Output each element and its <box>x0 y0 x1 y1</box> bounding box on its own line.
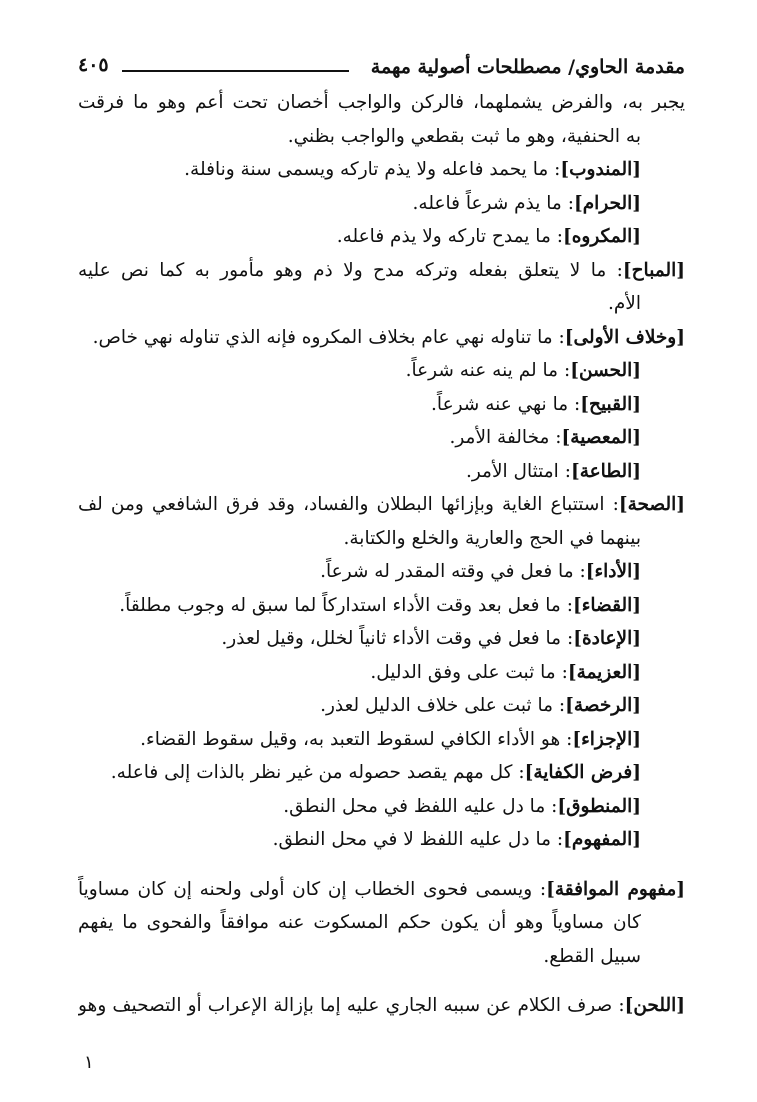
entry-definition: : هو الأداء الكافي لسقوط التعبد به، وقيل سقوط القضاء. <box>140 728 573 750</box>
glossary-entry <box>78 555 685 589</box>
entry-term: [الرخصة] <box>565 695 641 716</box>
entry-term: [المندوب] <box>560 159 641 180</box>
footer-mark: ١ <box>84 1052 94 1073</box>
entry-continuation: الأم. <box>607 293 641 314</box>
glossary-entry <box>78 622 685 656</box>
entry-term: [اللحن] <box>624 995 685 1016</box>
glossary-entry <box>78 790 685 824</box>
entry-definition: : ما فعل في وقت الأداء ثانياً لخلل، وقيل لعذر. <box>221 628 574 649</box>
entry-definition: : ما لم ينه عنه شرعاً. <box>405 360 571 381</box>
entry-definition: : ما فعل في وقته المقدر له شرعاً. <box>320 561 586 582</box>
entry-term: [الصحة] <box>618 494 685 515</box>
entry-definition: : ما دل عليه اللفظ لا في محل النطق. <box>272 829 564 850</box>
glossary-entry <box>78 388 685 422</box>
entry-term: [الإعادة] <box>573 628 641 649</box>
page-number: ٤٠٥ <box>78 54 109 76</box>
text-line: به الحنفية، وهو ما ثبت بقطعي والواجب بظني. <box>287 125 641 147</box>
entry-term: [المكروه] <box>562 226 641 247</box>
text-line: يجبر به، والفرض يشملهما، فالركن والواجب أخصان تحت أعم وهو ما فرقت <box>78 92 685 113</box>
glossary-entry <box>78 187 685 221</box>
entry-term: [المعصية] <box>561 427 641 448</box>
entry-definition: : ما تناوله نهي عام بخلاف المكروه فإنه الذي تناوله نهي خاص. <box>92 326 565 348</box>
paragraph-gap <box>78 973 685 989</box>
entry-term: [الأداء] <box>585 561 641 582</box>
entry-term: [وخلاف الأولى] <box>564 326 685 348</box>
glossary-entry <box>78 220 685 254</box>
glossary-entry <box>78 321 685 355</box>
entry-term: [مفهوم الموافقة] <box>546 878 685 900</box>
entry-continuation: بينهما في الحج والعارية والخلع والكتابة. <box>343 527 641 549</box>
glossary-body <box>78 86 685 1023</box>
header-rule <box>122 70 349 72</box>
running-header <box>78 52 685 84</box>
entry-definition: : ويسمى فحوى الخطاب إن كان أولى ولحنه إن كان مساوياً <box>78 878 547 900</box>
entry-term: [القضاء] <box>572 594 641 616</box>
glossary-entry <box>78 689 685 723</box>
entry-definition: : استتباع الغاية وبإزائها البطلان والفساد، وقد فرق الشافعي ومن لف <box>78 494 619 515</box>
entry-definition: : امتثال الأمر. <box>465 460 571 482</box>
entry-term: [الحسن] <box>570 360 641 381</box>
glossary-entry <box>78 488 685 522</box>
paragraph-gap <box>78 857 685 873</box>
glossary-entry <box>78 873 685 907</box>
entry-definition: : ما نهي عنه شرعاً. <box>431 393 581 415</box>
entry-term: [الإجزاء] <box>572 728 641 750</box>
glossary-entry <box>78 823 685 857</box>
glossary-entry <box>78 589 685 623</box>
glossary-entry <box>78 656 685 690</box>
entry-definition: : ما ثبت على خلاف الدليل لعذر. <box>320 695 566 716</box>
glossary-entry <box>78 989 685 1023</box>
entry-definition: : صرف الكلام عن سببه الجاري عليه إما بإزالة الإعراب أو التصحيف وهو <box>78 995 625 1016</box>
glossary-entry <box>78 153 685 187</box>
glossary-entry <box>78 756 685 790</box>
entry-term: [القبيح] <box>580 393 641 415</box>
entry-definition: : ما ثبت على وفق الدليل. <box>370 661 568 683</box>
entry-continuation: كان مساوياً وهو أن يكون حكم المسكوت عنه موافقاً والفحوى ما يفهم <box>78 912 641 933</box>
entry-definition: : مخالفة الأمر. <box>449 427 562 448</box>
entry-definition: : كل مهم يقصد حصوله من غير نظر بالذات إلى فاعله. <box>110 762 525 783</box>
entry-term: [المباح] <box>622 259 685 281</box>
entry-term: [العزيمة] <box>567 661 641 683</box>
entry-definition: : ما يحمد فاعله ولا يذم تاركه ويسمى سنة ونافلة. <box>184 159 561 180</box>
entry-term: [فرض الكفاية] <box>524 762 641 783</box>
entry-definition: : ما يذم شرعاً فاعله. <box>412 192 574 214</box>
glossary-entry <box>78 455 685 489</box>
glossary-entry <box>78 421 685 455</box>
entry-term: [الحرام] <box>573 192 641 214</box>
glossary-entry <box>78 254 685 288</box>
entry-term: [المفهوم] <box>563 829 641 850</box>
glossary-entry <box>78 723 685 757</box>
glossary-entry <box>78 354 685 388</box>
entry-definition: : ما لا يتعلق بفعله وتركه مدح ولا ذم وهو مأمور به كما نص عليه <box>78 259 623 281</box>
header-title: مقدمة الحاوي/ مصطلحات أصولية مهمة <box>370 56 685 78</box>
entry-definition: : ما يمدح تاركه ولا يذم فاعله. <box>336 226 563 247</box>
entry-continuation: سبيل القطع. <box>543 945 641 967</box>
entry-term: [المنطوق] <box>557 795 641 817</box>
entry-term: [الطاعة] <box>570 460 641 482</box>
entry-definition: : ما دل عليه اللفظ في محل النطق. <box>283 795 558 817</box>
entry-definition: : ما فعل بعد وقت الأداء استداركاً لما سبق له وجوب مطلقاً. <box>119 594 573 616</box>
